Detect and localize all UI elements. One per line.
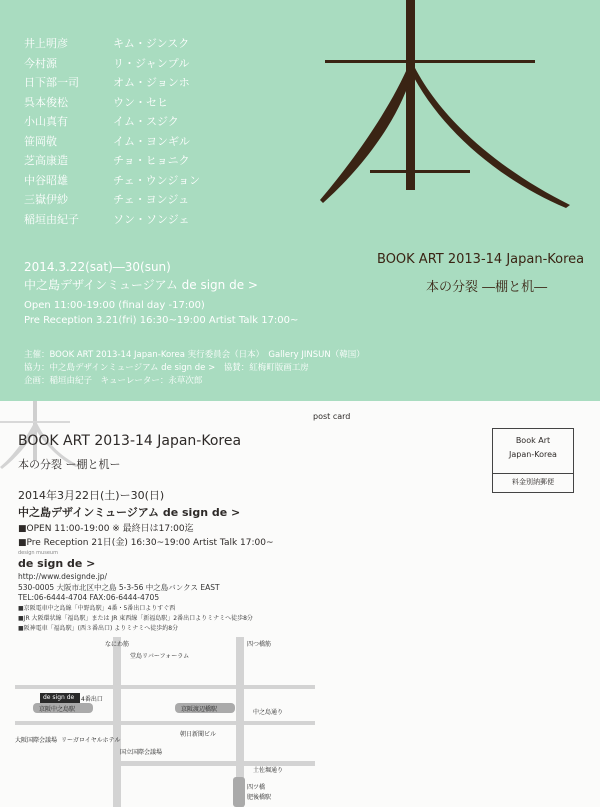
museum-name: de sign de > [18,557,96,570]
map-label: 京阪中之島駅 [39,706,76,713]
map-label: 京阪渡辺橋駅 [181,706,218,713]
back-reception: ■Pre Reception 21日(金) 16:30~19:00 Artist Talk 17:00~ [18,538,274,548]
artist-name: リ・ジャンプル [113,56,190,70]
map-label: 国立国際会議場 [120,749,163,756]
artist-name: 日下部一司 [24,76,79,89]
back-title-en: BOOK ART 2013-14 Japan-Korea [18,433,242,449]
map-road [15,721,315,725]
credit-planning: 企画：稲垣由紀子 キューレーター：永草次郎 [24,376,203,386]
map-label: 中之島通り [253,709,284,716]
open-hours: Open 11:00-19:00 (final day -17:00) [24,300,205,311]
map-label: de sign de [43,694,75,701]
map-road [115,761,315,766]
back-title-jp: 本の分裂 ー棚と机ー [18,458,121,471]
stamp-box [492,428,574,474]
artist-name: 稲垣由紀子 [24,212,79,226]
reception-info: Pre Reception 3.21(fri) 16:30~19:00 Artist Talk 17:00~ [24,315,299,326]
artist-name: オム・ジョンホ [113,76,190,89]
back-open-hours: ■OPEN 11:00-19:00 ※ 最終日は17:00迄 [18,524,194,534]
stamp-line: Japan-Korea [509,450,557,459]
access-map [15,637,315,807]
artist-name: 小山真有 [24,115,68,128]
credit-cooperation: 協力：中之島デザインミュージアム de sign de > 協賛：紅梅町版画工房 [24,363,309,373]
postal-address: 530-0005 大阪市北区中之島 5-3-56 中之島バンクス EAST [18,582,220,592]
map-label: 四つ橋筋 [247,641,272,648]
artist-name: イム・ヨンギル [113,134,190,148]
artist-name: 芝高康造 [24,154,68,167]
back-venue: 中之島デザインミュージアム de sign de > [18,506,241,519]
artist-name: チェ・ウンジョン [113,173,201,187]
access-keihan: ■京阪電車中之島線「中野島駅」4番・5番出口よりすぐ西 [18,605,176,612]
artist-name: 三嶽伊紗 [24,193,68,206]
map-label: 土佐堀通り [253,767,284,774]
artist-name: 呉本俊松 [24,95,68,109]
artist-name: キム・ジンスク [113,37,190,50]
artist-name: ウン・セヒ [113,95,168,109]
map-label: 肥後橋駅 [247,794,272,801]
artist-name: 井上明彦 [24,37,68,50]
artist-name: 今村源 [24,56,57,70]
stamp-line: Book Art [515,436,551,445]
map-label: 朝日新聞ビル [180,731,217,738]
map-label: 4番出口 [81,696,103,703]
artist-name: チェ・ヨンジュ [113,193,190,206]
artist-name: 中谷昭雄 [24,173,68,187]
access-jr: ■JR 大阪環状線「福島駅」または JR 東西線「新福島駅」2番出口よりミナミへ徒歩8分 [18,615,253,622]
artist-name: イム・スジク [113,115,179,128]
map-label: リーガロイヤルホテル [61,737,121,744]
phone-fax: TEL:06-6444-4704 FAX:06-6444-4705 [18,593,160,602]
post-card-label: post card [313,412,351,421]
back-dates: 2014年3月22日(土)ー30(日) [18,489,165,502]
access-hanshin: ■阪神電車「福島駅」(西３番出口) よりミナミへ徒歩約8分 [18,625,179,632]
artist-name: 笹岡敬 [24,134,57,148]
map-label: なにわ筋 [105,641,130,648]
map-label: 大阪国際会議場 [15,737,58,744]
postcard-back [0,401,600,807]
postage-label: 料金別納郵便 [512,478,554,486]
map-station [233,777,245,807]
venue-name: 中之島デザインミュージアム de sign de > [24,278,258,292]
map-road [15,685,315,689]
big-kanji-graphic [0,0,600,401]
museum-small-label: design museum [18,550,58,556]
artist-name: チョ・ヒョニク [113,154,190,167]
map-label: 四ツ橋 [247,784,266,791]
exhibition-title-en: BOOK ART 2013-14 Japan-Korea [377,252,585,267]
postage-box [492,472,574,493]
exhibition-dates: 2014.3.22(sat)―30(sun) [24,260,171,274]
website-url: http://www.designde.jp/ [18,572,108,581]
exhibition-title-jp: 本の分裂 ―棚と机― [426,280,548,295]
map-venue-marker [40,693,80,703]
invitation-front [0,0,600,401]
artist-name: ソン・ソンジェ [113,212,190,226]
map-station [175,703,235,713]
map-label: 堂島リバーフォーラム [130,653,190,660]
map-station [33,703,93,713]
credit-organizer: 主催：BOOK ART 2013-14 Japan-Korea 実行委員会（日本） Gallery JINSUN（韓国） [24,350,365,360]
